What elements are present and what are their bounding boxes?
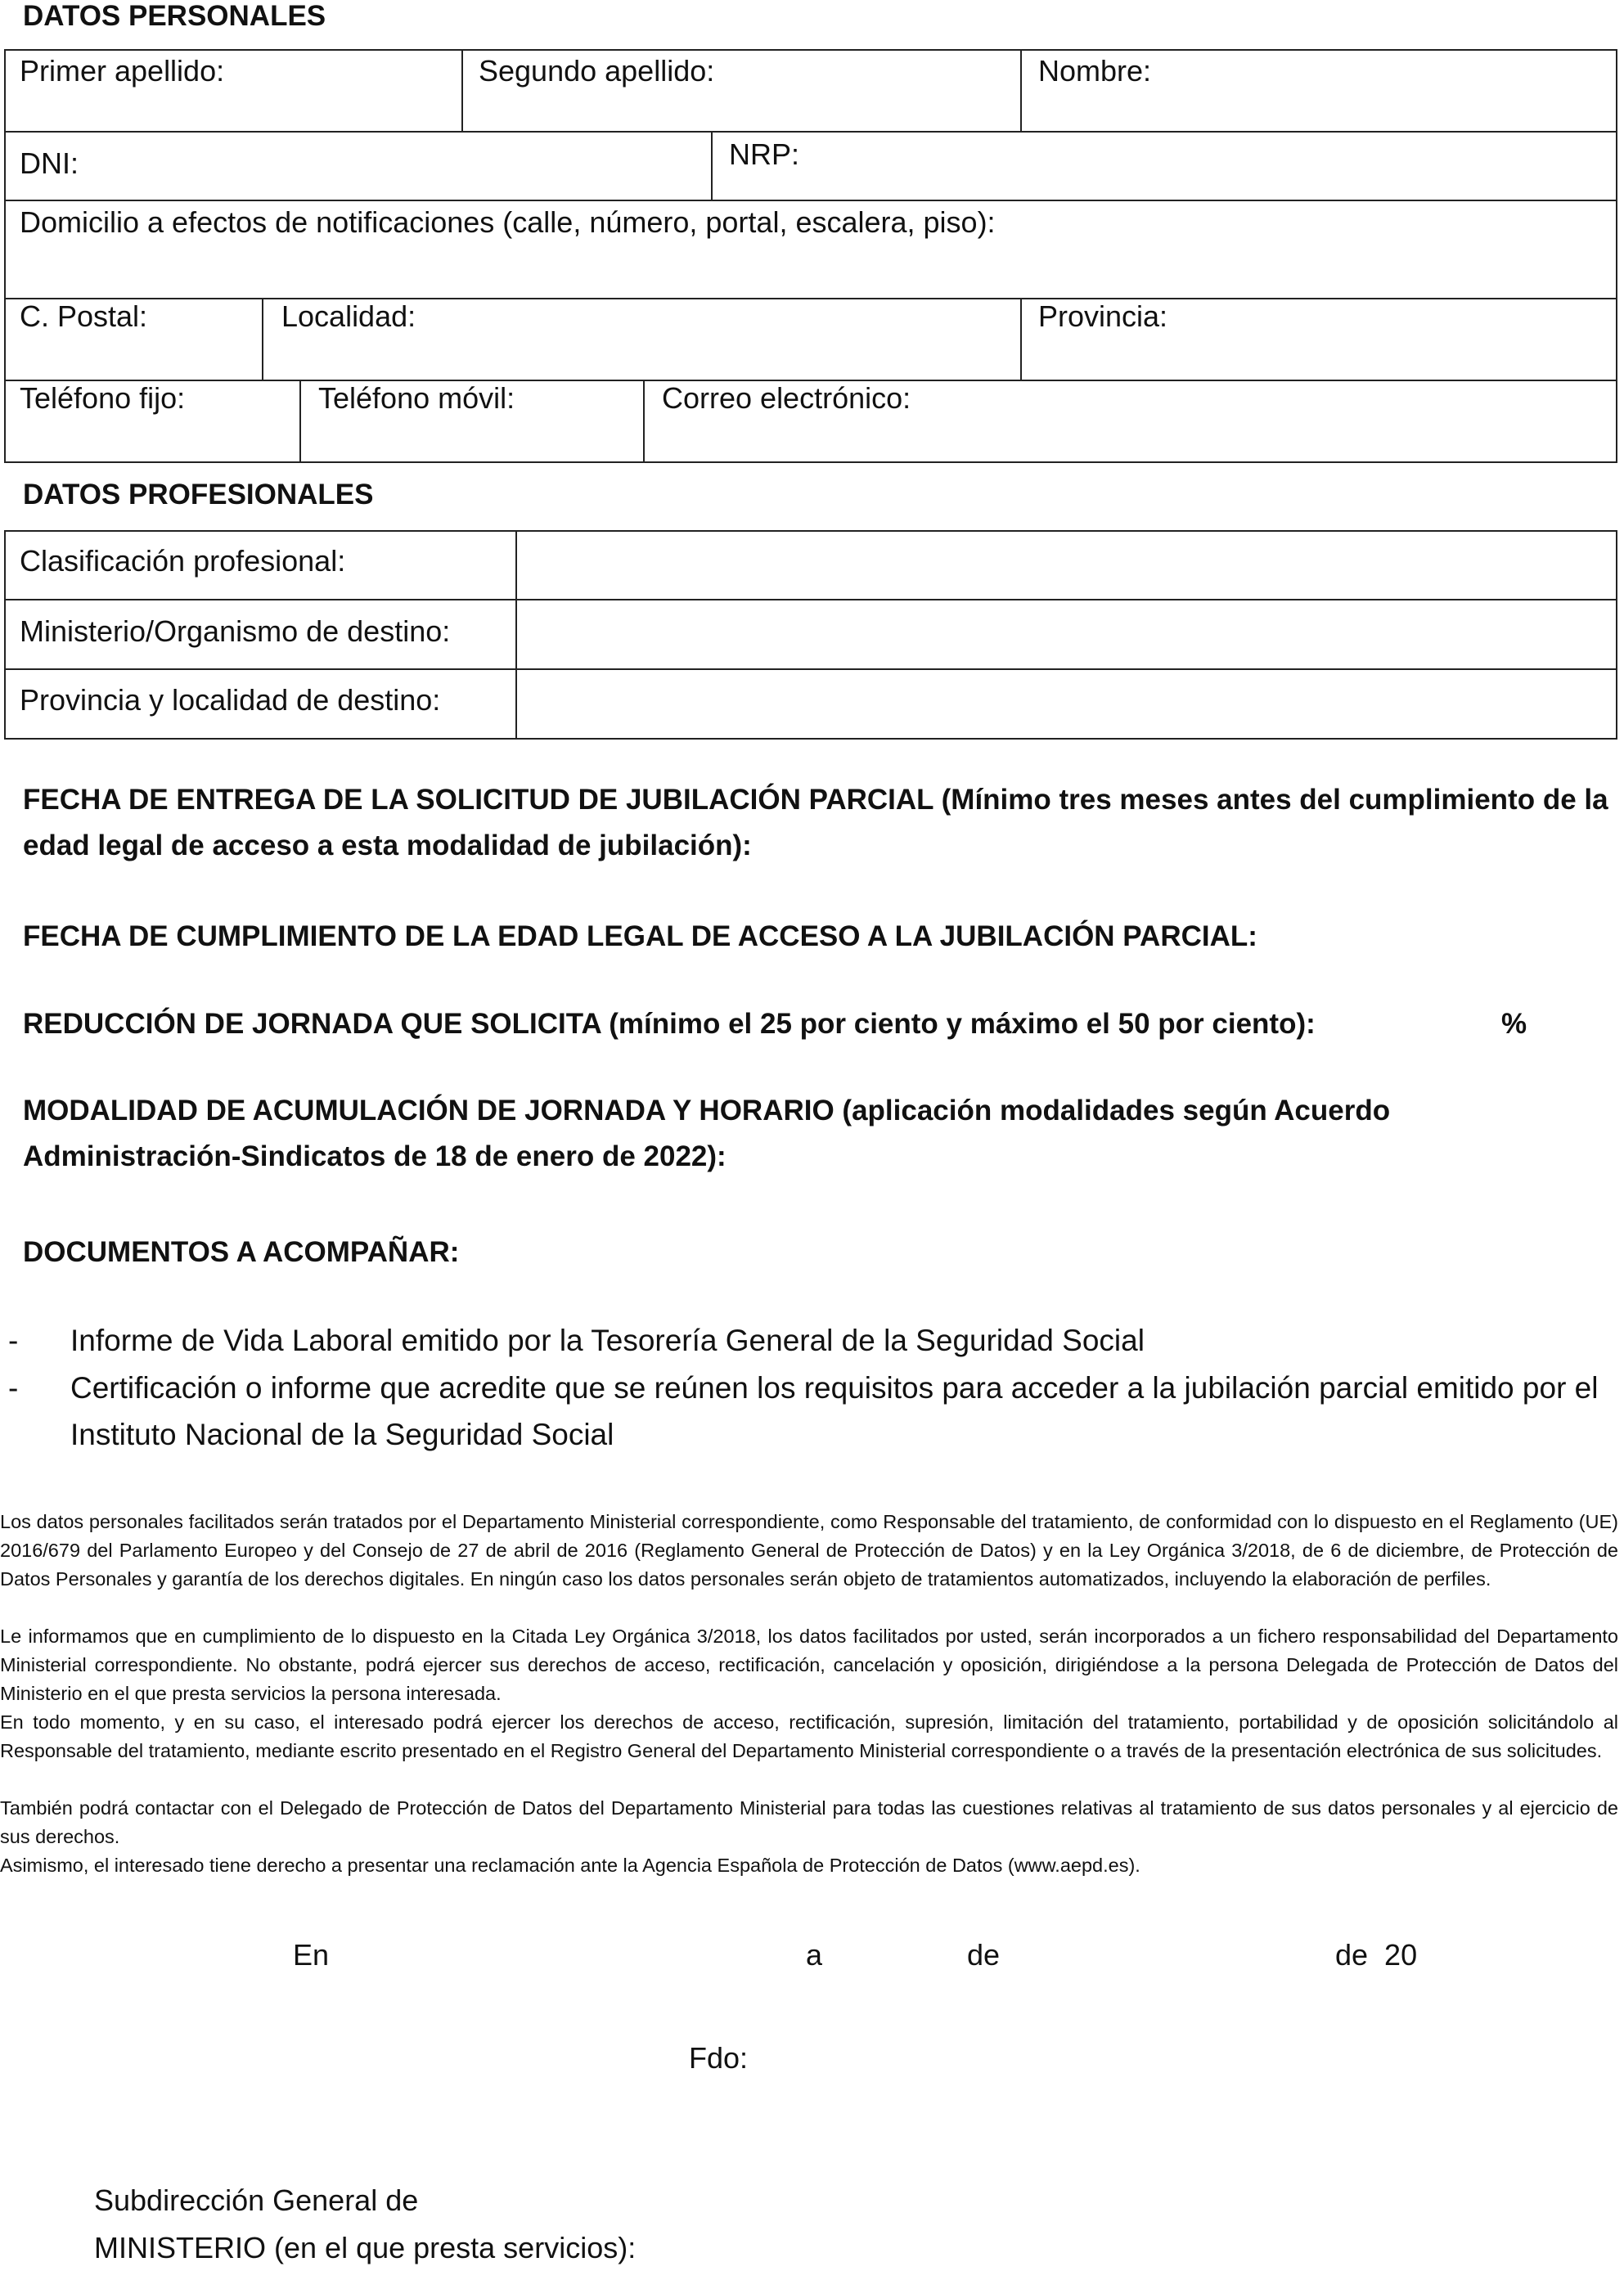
domicilio-field[interactable]: Domicilio a efectos de notificaciones (calle, número, portal, escalera, piso):	[20, 205, 996, 239]
row-divider	[6, 599, 1616, 600]
fecha-entrega-field[interactable]: FECHA DE ENTREGA DE LA SOLICITUD DE JUBILACIÓN PARCIAL (Mínimo tres meses antes del cumplimiento de la edad legal de acceso a esta modalidad de jubilación):	[23, 784, 1608, 861]
document-bullet: -	[8, 1371, 19, 1405]
footer-ministerio: MINISTERIO (en el que presta servicios):	[94, 2231, 637, 2264]
document-item: Informe de Vida Laboral emitido por la Tesorería General de la Seguridad Social	[70, 1324, 1145, 1357]
correo-electronico-field[interactable]: Correo electrónico:	[662, 381, 911, 415]
col-divider	[515, 532, 517, 738]
col-divider	[643, 380, 645, 461]
documentos-header: DOCUMENTOS A ACOMPAÑAR:	[23, 1236, 460, 1268]
signature-place-label: En	[293, 1938, 330, 1972]
professional-data-table	[4, 530, 1617, 740]
row-divider	[6, 131, 1616, 133]
document-bullet: -	[8, 1324, 19, 1357]
segundo-apellido-field[interactable]: Segundo apellido:	[479, 54, 715, 88]
fecha-cumplimiento-field[interactable]: FECHA DE CUMPLIMIENTO DE LA EDAD LEGAL DE ACCESO A LA JUBILACIÓN PARCIAL:	[23, 920, 1257, 952]
percent-sign: %	[1501, 1008, 1527, 1040]
nrp-field[interactable]: NRP:	[729, 137, 800, 171]
modalidad-acumulacion-field[interactable]: MODALIDAD DE ACUMULACIÓN DE JORNADA Y HORARIO (aplicación modalidades según Acuerdo Administración-Sindicatos de 18 de enero de 2022):	[23, 1095, 1391, 1172]
reduccion-jornada-field[interactable]: REDUCCIÓN DE JORNADA QUE SOLICITA (mínimo el 25 por ciento y máximo el 50 por ciento):	[23, 1008, 1316, 1040]
nombre-field[interactable]: Nombre:	[1038, 54, 1152, 88]
document-item: Certificación o informe que acredite que se reúnen los requisitos para acceder a la jubilación parcial emitido por el Instituto Nacional de la Seguridad Social	[70, 1371, 1599, 1451]
signature-fdo-label[interactable]: Fdo:	[689, 2041, 749, 2075]
ministerio-organismo-label: Ministerio/Organismo de destino:	[20, 614, 451, 648]
col-divider	[1020, 298, 1022, 380]
signature-month-label: de	[967, 1938, 1001, 1972]
legal-paragraph: También podrá contactar con el Delegado de Protección de Datos del Departamento Ministerial para todas las cuestiones relativas al tratamiento de sus datos personales y al ejercicio de sus derechos.	[0, 1797, 1618, 1847]
signature-day-label: a	[806, 1938, 823, 1972]
row-divider	[6, 298, 1616, 299]
section-header-personal: DATOS PERSONALES	[23, 0, 326, 32]
legal-paragraph: En todo momento, y en su caso, el interesado podrá ejercer los derechos de acceso, rectificación, supresión, limitación del tratamiento, portabilidad y de oposición solicitándolo al Responsable del tratamiento, mediante escrito presentado en el Registro General del Departamento Ministerial correspondiente o a través de la presentación electrónica de sus solicitudes.	[0, 1711, 1618, 1761]
footer-subdireccion: Subdirección General de	[94, 2183, 419, 2217]
section-header-professional: DATOS PROFESIONALES	[23, 479, 374, 510]
row-divider	[6, 200, 1616, 201]
col-divider	[461, 51, 463, 131]
telefono-fijo-field[interactable]: Teléfono fijo:	[20, 381, 186, 415]
personal-data-table	[4, 49, 1617, 463]
legal-paragraph: Los datos personales facilitados serán tratados por el Departamento Ministerial correspondiente, como Responsable del tratamiento, de conformidad con lo dispuesto en el Reglamento (UE) 2016/679 del Parlamento Europeo y del Consejo de 27 de abril de 2016 (Reglamento General de Protección de Datos) y en la Ley Orgánica 3/2018, de 6 de diciembre, de Protección de Datos Personales y garantía de los derechos digitales. En ningún caso los datos personales serán objeto de tratamientos automatizados, incluyendo la elaboración de perfiles.	[0, 1511, 1618, 1590]
provincia-field[interactable]: Provincia:	[1038, 299, 1168, 333]
col-divider	[711, 131, 713, 200]
provincia-localidad-destino-label: Provincia y localidad de destino:	[20, 683, 441, 717]
col-divider	[262, 298, 263, 380]
row-divider	[6, 668, 1616, 670]
legal-paragraph: Le informamos que en cumplimiento de lo dispuesto en la Citada Ley Orgánica 3/2018, los datos facilitados por usted, serán incorporados a un fichero responsabilidad del Departamento Ministerial correspondiente. No obstante, podrá ejercer sus derechos de acceso, rectificación, cancelación y oposición, dirigiéndose a la persona Delegada de Protección de Datos del Ministerio en el que presta servicios la persona interesada.	[0, 1626, 1618, 1704]
localidad-field[interactable]: Localidad:	[281, 299, 416, 333]
telefono-movil-field[interactable]: Teléfono móvil:	[318, 381, 515, 415]
col-divider	[299, 380, 301, 461]
clasificacion-profesional-label: Clasificación profesional:	[20, 544, 346, 578]
codigo-postal-field[interactable]: C. Postal:	[20, 299, 148, 333]
primer-apellido-field[interactable]: Primer apellido:	[20, 54, 225, 88]
legal-paragraph: Asimismo, el interesado tiene derecho a presentar una reclamación ante la Agencia Española de Protección de Datos (www.aepd.es).	[0, 1855, 1140, 1876]
dni-field[interactable]: DNI:	[20, 146, 79, 180]
signature-year-label: de 20	[1335, 1938, 1418, 1972]
col-divider	[1020, 51, 1022, 131]
